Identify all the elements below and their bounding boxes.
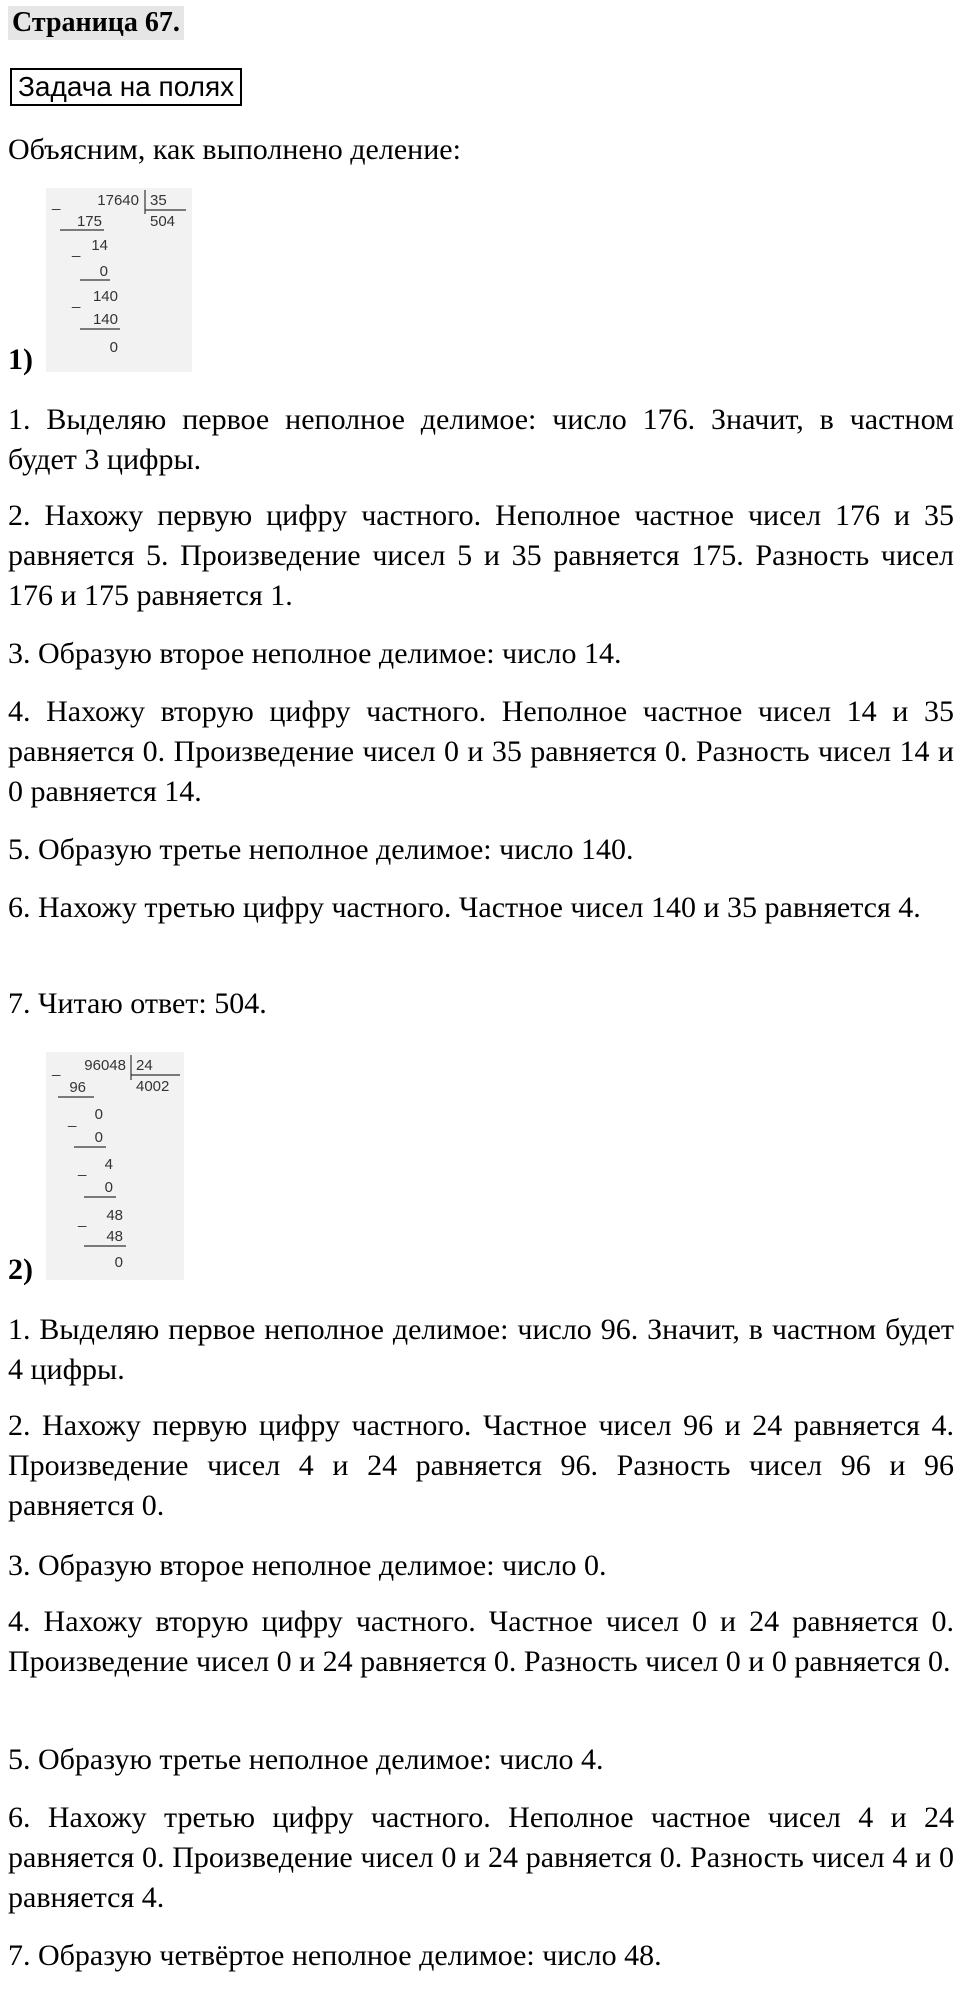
example-2-step: 5. Образую третье неполное делимое: число 4. [8, 1743, 604, 1776]
quotient: 504 [150, 213, 176, 230]
intro-text: Объясним, как выполнено деление: [8, 133, 461, 166]
example-2-step: 3. Образую второе неполное делимое: число 0. [8, 1549, 607, 1582]
division-row: 96 [69, 1079, 86, 1096]
example-1-step: 5. Образую третье неполное делимое: число 140. [8, 833, 634, 866]
example-1-step: 6. Нахожу третью цифру частного. Частное чисел 140 и 35 равняется 4. [8, 891, 921, 924]
svg-text:_: _ [52, 1060, 61, 1077]
division-row: 140 [92, 288, 118, 305]
division-row: 14 [91, 237, 108, 254]
task-label-box: Задача на полях [10, 68, 242, 106]
divisor: 35 [150, 192, 167, 209]
example-1-step: 4. Нахожу вторую цифру частного. Неполное частное чисел 14 и 35 равняется 0. Произведение чисел 0 и 35 равняется 0. Разность чисел 14 и 0 равняется 14. [8, 695, 954, 808]
division-row: 0 [94, 1106, 103, 1123]
svg-text:_: _ [72, 292, 81, 309]
division-row: 140 [92, 311, 118, 328]
example-1-step: 1. Выделяю первое неполное делимое: число 176. Значит, в частном будет 3 цифры. [8, 403, 954, 476]
division-row: 4 [104, 1156, 113, 1173]
divisor: 24 [136, 1057, 153, 1074]
dividend: 17640 [97, 192, 139, 209]
svg-text:_: _ [78, 1160, 87, 1177]
division-row: 0 [99, 263, 108, 280]
svg-text:_: _ [52, 194, 61, 211]
example-2-step: 4. Нахожу вторую цифру частного. Частное чисел 0 и 24 равняется 0. Произведение чисел 0 и 24 равняется 0. Разность чисел 0 и 0 равняется 0. [8, 1605, 954, 1678]
division-row: 0 [94, 1129, 103, 1146]
long-division-2 [46, 1052, 184, 1280]
example-2-step: 6. Нахожу третью цифру частного. Неполное частное чисел 4 и 24 равняется 0. Произведение чисел 0 и 24 равняется 0. Разность чисел 4 и 0 равняется 4. [8, 1801, 954, 1914]
example-2-step: 1. Выделяю первое неполное делимое: число 96. Значит, в частном будет 4 цифры. [8, 1313, 954, 1386]
svg-text:_: _ [68, 1111, 77, 1128]
svg-text:_: _ [72, 241, 81, 258]
example-1-step: 7. Читаю ответ: 504. [8, 987, 267, 1020]
long-division-1 [46, 188, 192, 372]
division-row: 0 [114, 1254, 123, 1271]
division-row: 48 [106, 1207, 123, 1224]
example-2-label: 2) [8, 1253, 33, 1286]
quotient: 4002 [136, 1078, 170, 1095]
example-1-step: 3. Образую второе неполное делимое: число 14. [8, 637, 622, 670]
division-row: 48 [106, 1228, 123, 1245]
division-row: 0 [104, 1179, 113, 1196]
example-2-step: 2. Нахожу первую цифру частного. Частное чисел 96 и 24 равняется 4. Произведение чисел 4 и 24 равняется 96. Разность чисел 96 и 96 равняется 0. [8, 1409, 954, 1522]
division-row: 0 [109, 339, 118, 356]
example-2-step: 7. Образую четвёртое неполное делимое: число 48. [8, 1939, 662, 1972]
svg-text:_: _ [78, 1211, 87, 1228]
example-1-label: 1) [8, 343, 33, 376]
dividend: 96048 [84, 1057, 126, 1074]
division-row: 175 [76, 213, 102, 230]
page-title: Страница 67. [8, 6, 184, 40]
example-1-step: 2. Нахожу первую цифру частного. Неполное частное чисел 176 и 35 равняется 5. Произведение чисел 5 и 35 равняется 175. Разность чисел 176 и 175 равняется 1. [8, 499, 954, 612]
